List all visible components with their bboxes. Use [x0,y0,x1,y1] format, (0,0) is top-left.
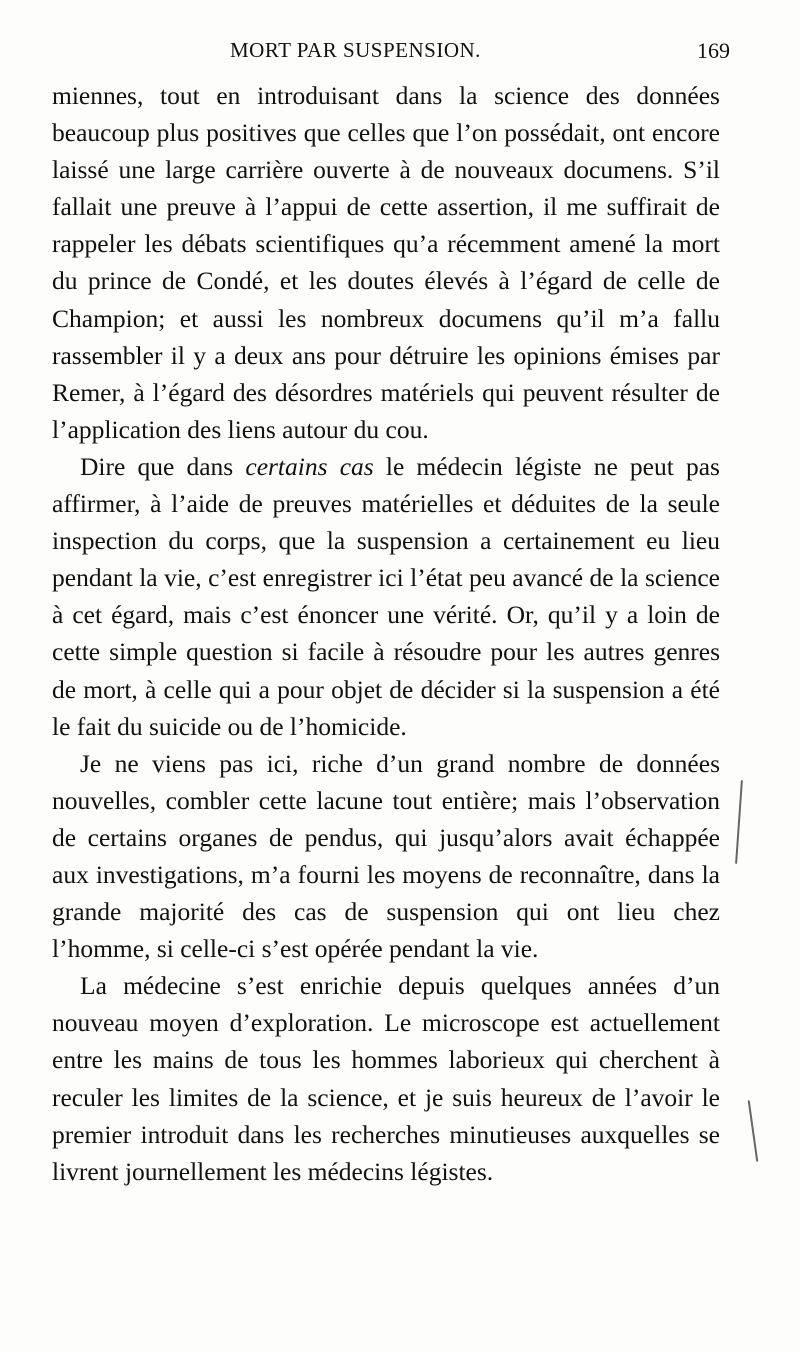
paragraph-4: La médecine s’est enrichie depuis quelques années d’un nouveau moyen d’exploration. Le microscope est actuellement entre les mains de tous les hommes laborieux qui cherchent à reculer les limites de la science, et je suis heureux de l’avoir le premier introduit dans les recherches minutieuses auxquelles se livrent journellement les médecins légistes. [52,971,720,1186]
paragraph-1: miennes, tout en introduisant dans la science des données beaucoup plus positives que celles que l’on possédait, ont encore laissé une large carrière ouverte à de nouveaux documens. S’il fallait une preuve à l’appui de cette assertion, il me suffirait de rappeler les débats scientifiques qu’a récemment amené la mort du prince de Condé, et les doutes élevés à l’égard de celle de Champion; et aussi les nombreux documens qu’il m’a fallu rassembler il y a deux ans pour détruire les opinions émises par Remer, à l’égard des désordres matériels qui peuvent résulter de l’application des liens autour du cou. [52,81,720,444]
margin-pencil-mark-2 [748,1100,759,1162]
running-title: MORT PAR SUSPENSION. [230,38,481,62]
paragraph-2-rest: le médecin légiste ne peut pas affirmer, à l’aide de preuves matérielles et déduites de la seule inspection du corps, que la suspension a certainement eu lieu pendant la vie, c’est enregistrer ici l’état peu avancé de la science à cet égard, mais c’est énoncer une vérité. Or, qu’il y a loin de cette simple question si facile à résoudre pour les autres genres de mort, à celle qui a pour objet de décider si la suspension a été le fait du suicide ou de l’homicide. [52,451,720,741]
margin-pencil-mark [735,780,743,864]
paragraph-2 [52,448,720,745]
body-text [52,77,720,1190]
running-header [52,38,730,68]
paragraph-3: Je ne viens pas ici, riche d’un grand nombre de données nouvelles, combler cette lacune tout entière; mais l’observation de certains organes de pendus, qui jusqu’alors avait échappée aux investigations, m’a fourni les moyens de reconnaître, dans la grande majorité des cas de suspension qui ont lieu chez l’homme, si celle-ci s’est opérée pendant la vie. [52,748,720,964]
paragraph-2-start: Dire que dans [80,451,246,481]
page-number: 169 [697,38,730,63]
paragraph-2-emphasis: certains cas [245,451,374,481]
